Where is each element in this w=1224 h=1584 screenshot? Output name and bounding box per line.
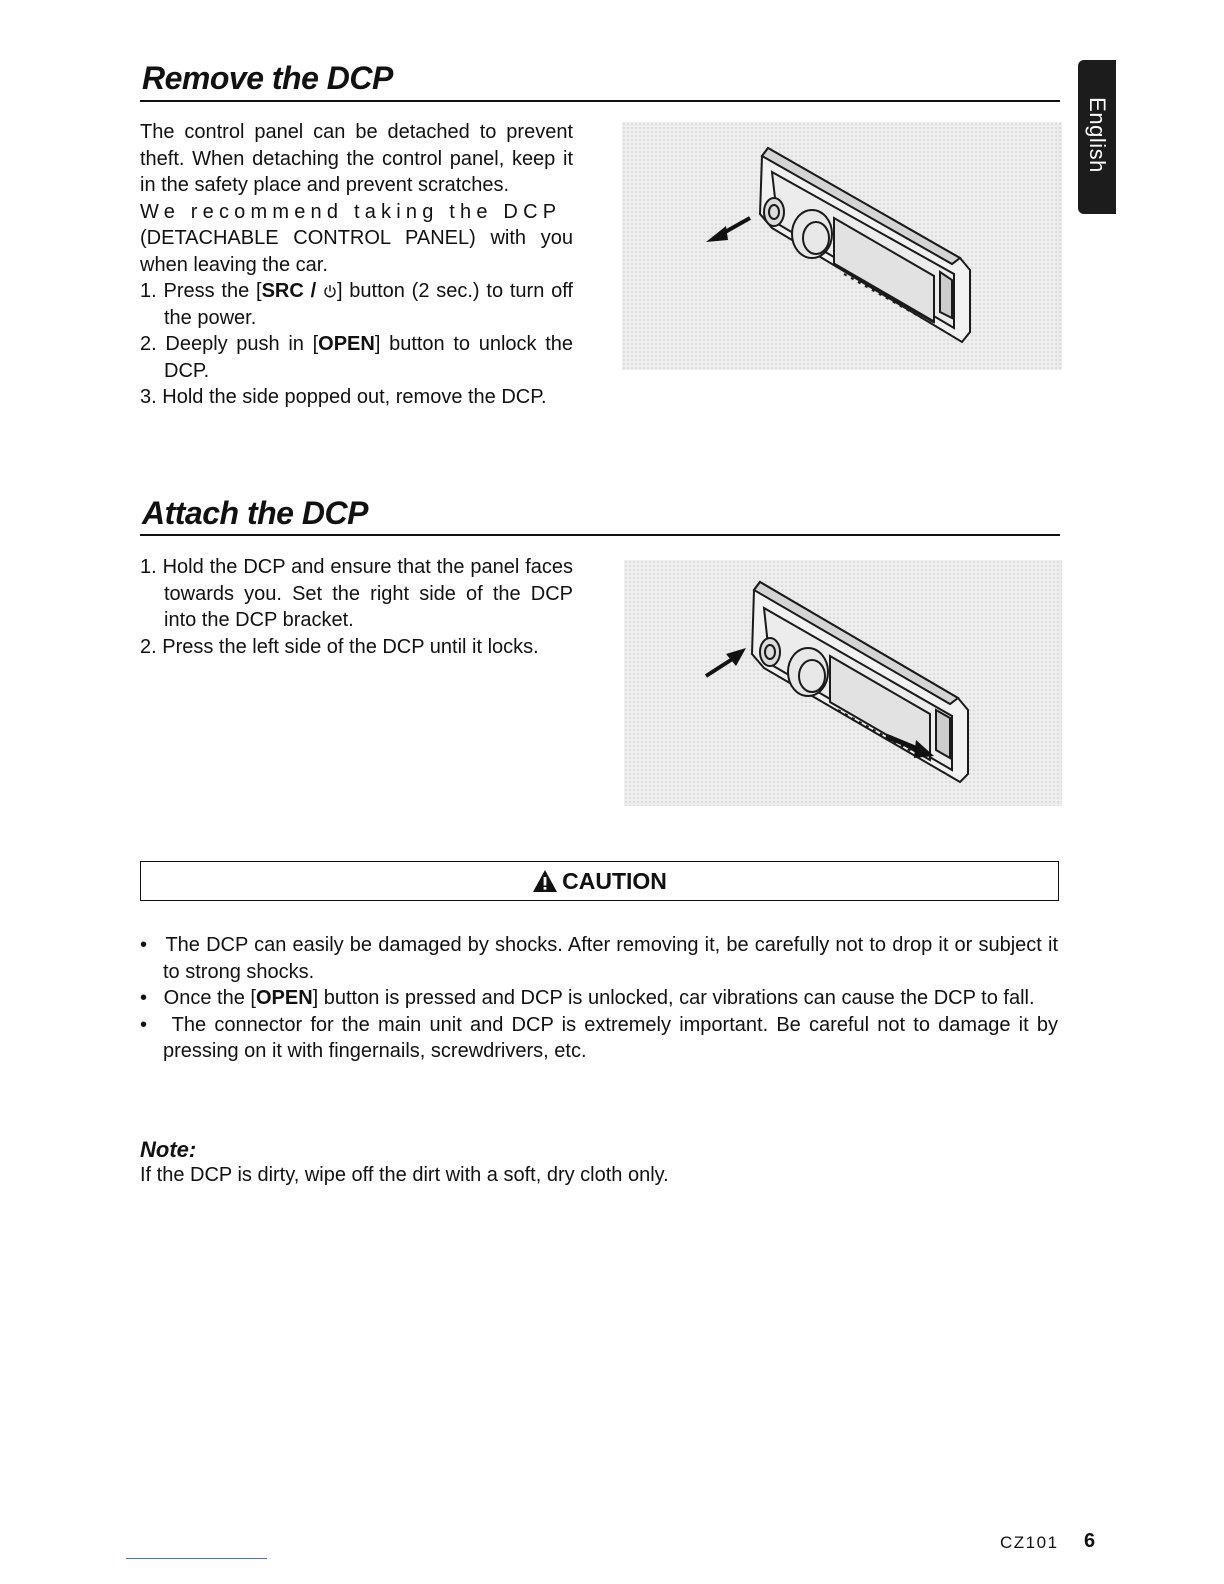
caution-item-3: • The connector for the main unit and DCP is extremely important. Be careful not to damage it by pressing on it with fingernails, screwdrivers, etc. — [140, 1013, 1059, 1062]
remove-step-2 — [140, 331, 573, 384]
remove-recommend-line: We recommend taking the DCP — [140, 200, 562, 223]
caution-item-1: • The DCP can easily be damaged by shocks. After removing it, be carefully not to drop it or subject it to strong shocks. — [140, 934, 1058, 983]
step-text: ] button (2 sec.) to turn off the power. — [164, 280, 573, 329]
caution-banner — [140, 861, 1059, 901]
dcp-remove-drawing — [622, 122, 1062, 370]
remove-intro-paragraph: The control panel can be detached to prevent theft. When detaching the control panel, keep it in the safety place and prevent scratches. — [140, 121, 573, 196]
attach-step-1 — [140, 554, 573, 634]
open-button-label: OPEN — [255, 987, 313, 1009]
language-tab — [1078, 60, 1116, 214]
language-tab-label: English — [1085, 97, 1110, 173]
caution-text: The connector for the main unit and DCP is extremely important. Be careful not to damage it by pressing on it with fingernails, screwdrivers, etc. — [163, 1013, 1059, 1062]
step-number: 2. — [140, 635, 157, 658]
caution-list — [140, 932, 1058, 1065]
step-text: Hold the DCP and ensure that the panel faces towards you. Set the right side of the DCP into the DCP bracket. — [162, 556, 573, 631]
footer-divider — [126, 1558, 267, 1559]
power-icon — [323, 284, 337, 299]
remove-direction-arrow — [706, 218, 750, 242]
footer-model: CZ101 — [1000, 1533, 1059, 1552]
dcp-attach-illustration — [624, 560, 1062, 806]
page-number: 6 — [1084, 1530, 1096, 1552]
dcp-remove-illustration — [622, 122, 1062, 370]
attach-section-title: Attach the DCP — [142, 495, 368, 531]
caution-label: CAUTION — [562, 867, 667, 894]
remove-step-1 — [140, 278, 573, 331]
step-number: 3. — [140, 386, 157, 408]
remove-section-title: Remove the DCP — [142, 60, 393, 96]
remove-section-rule — [140, 100, 1060, 102]
step-text: Press the [ — [163, 280, 262, 302]
remove-section-body — [140, 119, 573, 411]
step-text: ] button to unlock the DCP. — [164, 333, 574, 382]
remove-step-3 — [140, 384, 573, 411]
step-number: 1. — [140, 280, 157, 302]
note-text: If the DCP is dirty, wipe off the dirt with a soft, dry cloth only. — [140, 1164, 669, 1186]
attach-direction-arrow — [706, 648, 746, 676]
note-title: Note: — [140, 1137, 197, 1162]
remove-steps-list — [140, 278, 573, 411]
step-text: Deeply push in [ — [165, 333, 319, 355]
attach-step-2 — [140, 634, 573, 661]
step-number: 2. — [140, 333, 157, 355]
caution-item-2: • Once the [OPEN] button is pressed and DCP is unlocked, car vibrations can cause the DCP to fall. — [140, 987, 1035, 1009]
step-number: 1. — [140, 556, 157, 578]
warning-triangle-icon — [532, 869, 558, 893]
attach-section-rule — [140, 534, 1060, 536]
attach-steps-list — [140, 554, 573, 660]
open-button-label: OPEN — [318, 333, 375, 355]
remove-recommend-continued: (DETACHABLE CONTROL PANEL) with you when leaving the car. — [140, 227, 573, 276]
step-text: Hold the side popped out, remove the DCP. — [162, 386, 547, 408]
attach-section-body — [140, 554, 573, 660]
step-text: Press the left side of the DCP until it locks. — [162, 635, 539, 658]
dcp-attach-drawing — [624, 560, 1062, 806]
caution-text: ] button is pressed and DCP is unlocked, car vibrations can cause the DCP to fall. — [312, 987, 1035, 1009]
caution-text: Once the [ — [163, 987, 256, 1009]
caution-list-body — [140, 932, 1058, 1065]
src-button-label: SRC / — [261, 280, 317, 302]
caution-text: The DCP can easily be damaged by shocks. After removing it, be carefully not to drop it or subject it to strong shocks. — [163, 934, 1058, 983]
